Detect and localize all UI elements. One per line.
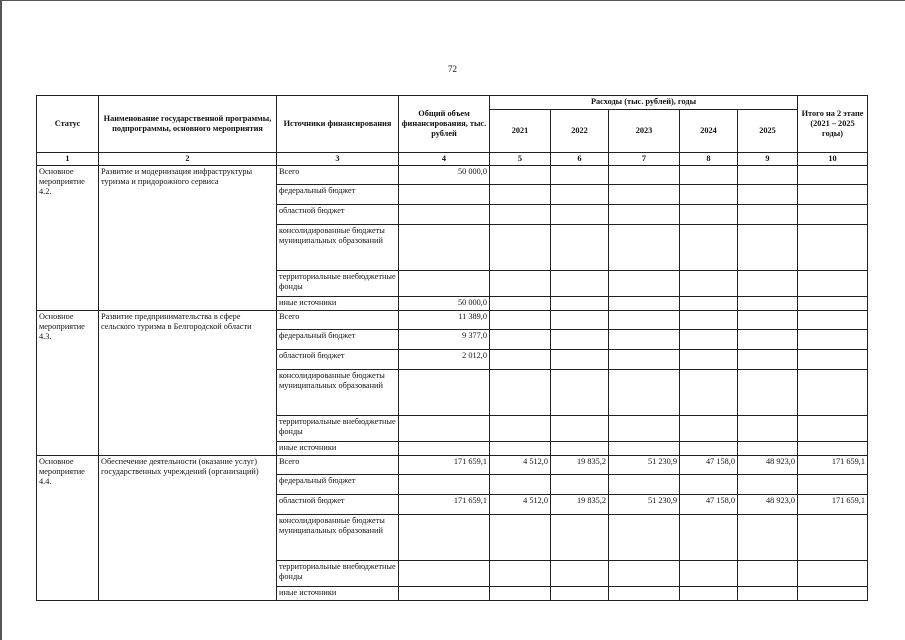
source-cell: иные источники — [277, 587, 399, 601]
year-value-cell — [738, 442, 798, 456]
year-value-cell — [490, 330, 551, 350]
column-number: 9 — [738, 153, 798, 166]
column-number: 1 — [37, 153, 99, 166]
stage-total-cell — [798, 297, 868, 311]
year-value-cell — [680, 442, 738, 456]
year-value-cell — [738, 205, 798, 225]
column-number-row — [37, 153, 868, 166]
year-value-cell — [738, 475, 798, 495]
stage-total-cell — [798, 350, 868, 370]
year-value-cell — [609, 350, 680, 370]
year-value-cell — [609, 225, 680, 271]
stage-total-cell — [798, 515, 868, 561]
source-cell: иные источники — [277, 442, 399, 456]
header-year: 2024 — [680, 110, 738, 153]
year-value-cell: 4 512,0 — [490, 495, 551, 515]
year-value-cell — [551, 225, 609, 271]
stage-total-cell: 171 659,1 — [798, 495, 868, 515]
header-row — [37, 96, 868, 110]
stage-total-cell — [798, 370, 868, 416]
source-cell: федеральный бюджет — [277, 475, 399, 495]
year-value-cell — [609, 271, 680, 297]
year-value-cell — [551, 561, 609, 587]
source-cell: федеральный бюджет — [277, 185, 399, 205]
total-cell — [399, 515, 490, 561]
total-cell: 11 389,0 — [399, 311, 490, 330]
year-value-cell — [490, 587, 551, 601]
source-cell: консолидированные бюджеты муниципальных образований — [277, 225, 399, 271]
total-cell — [399, 475, 490, 495]
year-value-cell — [490, 225, 551, 271]
year-value-cell — [551, 350, 609, 370]
year-value-cell — [609, 205, 680, 225]
column-number: 2 — [99, 153, 277, 166]
stage-total-cell: 171 659,1 — [798, 456, 868, 475]
stage-total-cell — [798, 561, 868, 587]
header-name: Наименование государственной программы, подпрограммы, основного мероприятия — [99, 96, 277, 153]
source-cell: консолидированные бюджеты муниципальных образований — [277, 370, 399, 416]
year-value-cell — [609, 166, 680, 185]
year-value-cell — [551, 166, 609, 185]
year-value-cell — [609, 185, 680, 205]
year-value-cell — [738, 311, 798, 330]
total-cell — [399, 185, 490, 205]
year-value-cell — [738, 370, 798, 416]
table-row — [37, 166, 868, 185]
source-cell: областной бюджет — [277, 495, 399, 515]
total-cell — [399, 205, 490, 225]
year-value-cell — [738, 350, 798, 370]
header-year: 2022 — [551, 110, 609, 153]
header-total: Общий объем финансирования, тыс. рублей — [399, 96, 490, 153]
column-number: 5 — [490, 153, 551, 166]
year-value-cell — [490, 561, 551, 587]
year-value-cell — [551, 205, 609, 225]
stage-total-cell — [798, 185, 868, 205]
status-cell: Основное мероприятие 4.4. — [37, 456, 99, 601]
year-value-cell — [680, 515, 738, 561]
stage-total-cell — [798, 205, 868, 225]
total-cell — [399, 416, 490, 442]
year-value-cell — [680, 271, 738, 297]
year-value-cell — [609, 587, 680, 601]
year-value-cell: 4 512,0 — [490, 456, 551, 475]
year-value-cell — [490, 515, 551, 561]
total-cell — [399, 561, 490, 587]
source-cell: территориальные внебюджетные фонды — [277, 561, 399, 587]
year-value-cell — [738, 185, 798, 205]
year-value-cell — [609, 311, 680, 330]
total-cell: 171 659,1 — [399, 456, 490, 475]
year-value-cell — [490, 350, 551, 370]
year-value-cell: 51 230,9 — [609, 456, 680, 475]
year-value-cell — [551, 185, 609, 205]
year-value-cell — [680, 205, 738, 225]
total-cell — [399, 271, 490, 297]
column-number: 3 — [277, 153, 399, 166]
total-cell: 50 000,0 — [399, 166, 490, 185]
total-cell — [399, 225, 490, 271]
year-value-cell: 19 835,2 — [551, 456, 609, 475]
year-value-cell — [551, 587, 609, 601]
header-year: 2021 — [490, 110, 551, 153]
column-number: 4 — [399, 153, 490, 166]
year-value-cell — [738, 225, 798, 271]
year-value-cell — [490, 271, 551, 297]
year-value-cell — [738, 416, 798, 442]
table-row — [37, 456, 868, 475]
total-cell — [399, 442, 490, 456]
year-value-cell — [738, 587, 798, 601]
year-value-cell — [680, 350, 738, 370]
year-value-cell — [738, 297, 798, 311]
year-value-cell: 48 923,0 — [738, 456, 798, 475]
year-value-cell — [551, 271, 609, 297]
year-value-cell — [609, 515, 680, 561]
year-value-cell — [609, 370, 680, 416]
year-value-cell — [490, 297, 551, 311]
name-cell: Обеспечение деятельности (оказание услуг) государственных учреждений (организаций) — [99, 456, 277, 601]
year-value-cell: 47 158,0 — [680, 456, 738, 475]
name-cell: Развитие предпринимательства в сфере сельского туризма в Белгородской области — [99, 311, 277, 456]
year-value-cell — [680, 587, 738, 601]
status-cell: Основное мероприятие 4.3. — [37, 311, 99, 456]
source-cell: Всего — [277, 456, 399, 475]
header-status: Статус — [37, 96, 99, 153]
year-value-cell — [551, 330, 609, 350]
stage-total-cell — [798, 475, 868, 495]
year-value-cell — [738, 330, 798, 350]
stage-total-cell — [798, 271, 868, 297]
header-year: 2025 — [738, 110, 798, 153]
year-value-cell — [551, 416, 609, 442]
year-value-cell — [490, 370, 551, 416]
financing-table — [36, 95, 868, 601]
column-number: 6 — [551, 153, 609, 166]
total-cell: 171 659,1 — [399, 495, 490, 515]
header-stage-total: Итого на 2 этапе (2021 – 2025 годы) — [798, 96, 868, 153]
source-cell: областной бюджет — [277, 205, 399, 225]
source-cell: федеральный бюджет — [277, 330, 399, 350]
source-cell: территориальные внебюджетные фонды — [277, 271, 399, 297]
name-cell: Развитие и модернизация инфраструктуры туризма и придорожного сервиса — [99, 166, 277, 311]
header-year: 2023 — [609, 110, 680, 153]
status-cell: Основное мероприятие 4.2. — [37, 166, 99, 311]
column-number: 8 — [680, 153, 738, 166]
table-row — [37, 311, 868, 330]
year-value-cell — [551, 442, 609, 456]
year-value-cell: 51 230,9 — [609, 495, 680, 515]
year-value-cell — [680, 166, 738, 185]
total-cell: 50 000,0 — [399, 297, 490, 311]
total-cell — [399, 370, 490, 416]
year-value-cell — [680, 225, 738, 271]
header-expenses: Расходы (тыс. рублей), годы — [490, 96, 798, 110]
year-value-cell — [738, 271, 798, 297]
page-number: 72 — [448, 64, 457, 74]
stage-total-cell — [798, 587, 868, 601]
table-body — [37, 153, 868, 601]
year-value-cell — [680, 370, 738, 416]
year-value-cell — [738, 166, 798, 185]
stage-total-cell — [798, 225, 868, 271]
year-value-cell — [551, 515, 609, 561]
total-cell: 2 012,0 — [399, 350, 490, 370]
source-cell: Всего — [277, 166, 399, 185]
year-value-cell — [551, 311, 609, 330]
year-value-cell — [609, 416, 680, 442]
year-value-cell — [490, 205, 551, 225]
year-value-cell — [609, 297, 680, 311]
year-value-cell — [490, 185, 551, 205]
source-cell: консолидированные бюджеты муниципальных образований — [277, 515, 399, 561]
column-number: 7 — [609, 153, 680, 166]
total-cell: 9 377,0 — [399, 330, 490, 350]
year-value-cell — [738, 515, 798, 561]
year-value-cell: 19 835,2 — [551, 495, 609, 515]
year-value-cell — [609, 561, 680, 587]
stage-total-cell — [798, 311, 868, 330]
scan-edge-line — [0, 0, 2, 640]
year-value-cell — [490, 416, 551, 442]
year-value-cell — [680, 475, 738, 495]
stage-total-cell — [798, 330, 868, 350]
source-cell: иные источники — [277, 297, 399, 311]
year-value-cell — [551, 297, 609, 311]
stage-total-cell — [798, 416, 868, 442]
year-value-cell — [680, 297, 738, 311]
year-value-cell: 48 923,0 — [738, 495, 798, 515]
year-value-cell — [680, 311, 738, 330]
source-cell: областной бюджет — [277, 350, 399, 370]
year-value-cell — [680, 185, 738, 205]
year-value-cell — [738, 561, 798, 587]
source-cell: Всего — [277, 311, 399, 330]
total-cell — [399, 587, 490, 601]
year-value-cell — [680, 561, 738, 587]
year-value-cell — [490, 442, 551, 456]
year-value-cell — [680, 416, 738, 442]
year-value-cell — [551, 370, 609, 416]
year-value-cell — [490, 311, 551, 330]
year-value-cell — [490, 166, 551, 185]
year-value-cell: 47 158,0 — [680, 495, 738, 515]
stage-total-cell — [798, 442, 868, 456]
year-value-cell — [609, 442, 680, 456]
year-value-cell — [680, 330, 738, 350]
year-value-cell — [609, 475, 680, 495]
scan-edge-line — [0, 0, 905, 1]
column-number: 10 — [798, 153, 868, 166]
header-sources: Источники финансирования — [277, 96, 399, 153]
stage-total-cell — [798, 166, 868, 185]
source-cell: территориальные внебюджетные фонды — [277, 416, 399, 442]
year-value-cell — [490, 475, 551, 495]
year-value-cell — [609, 330, 680, 350]
year-value-cell — [551, 475, 609, 495]
